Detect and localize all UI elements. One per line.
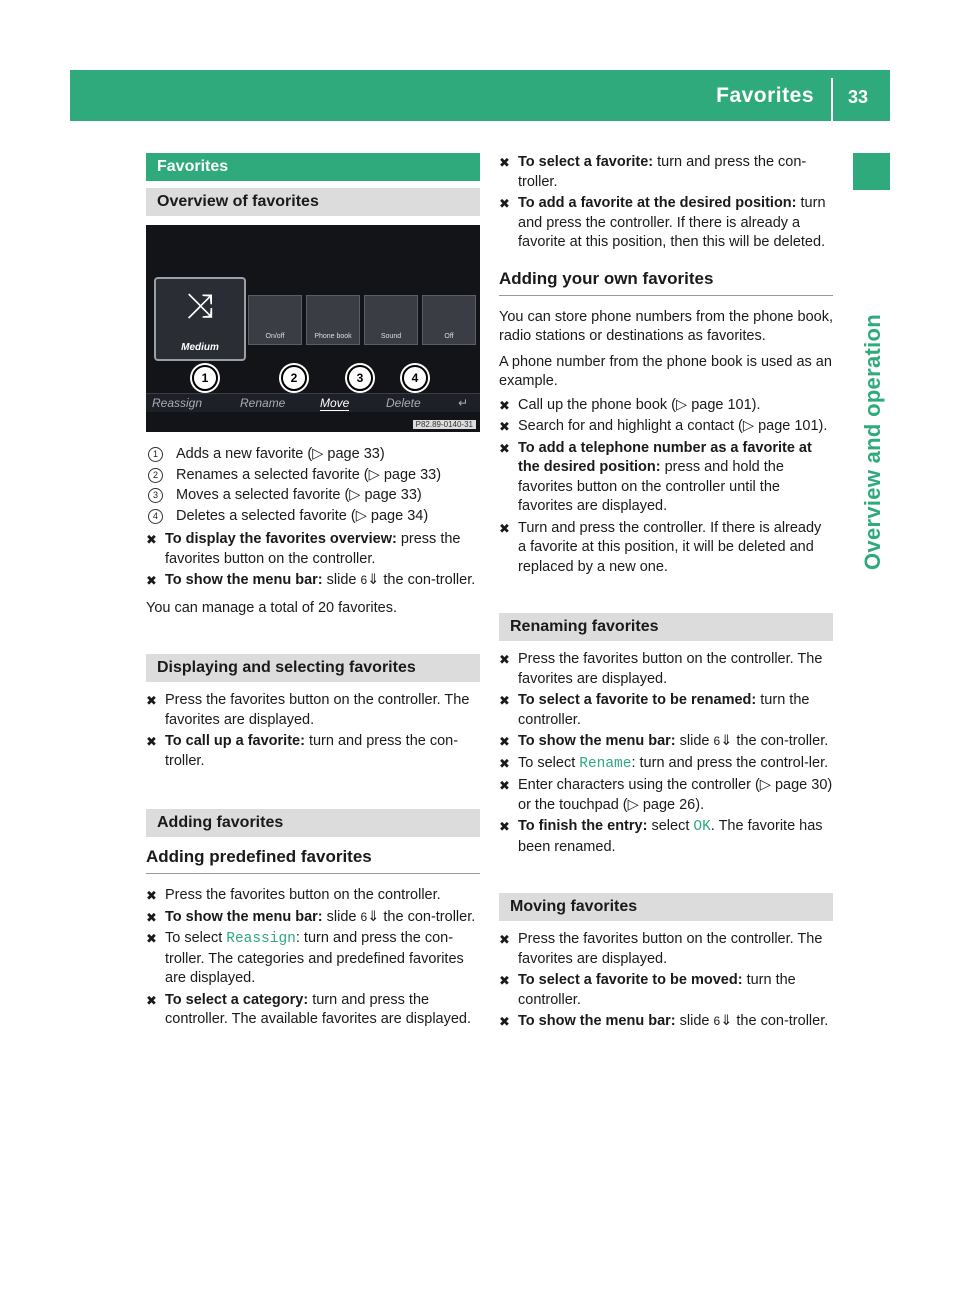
step-item: ✖ To select a category: turn and press the controller. The available favorites are displayed. [146,991,472,1027]
step-item: ✖ To finish the entry: select OK. The favorite has been renamed. [499,818,823,855]
callout-4: 4 [402,365,428,391]
tile-sound: Sound [364,295,418,345]
legend-item: 4 Deletes a selected favorite (▷ page 34) [146,506,480,527]
controller-slide-icon: 6 [713,1014,721,1028]
legend-item: 2 Renames a selected favorite (▷ page 33) [146,465,480,486]
menu-rename: Rename [240,396,286,410]
step-item: ✖ To add a favorite at the desired position: turn and press the controller. If there is already a favorite at this position, then this will be deleted. [499,195,826,250]
page-ref-icon: ▷ [355,507,367,524]
step-arrow-icon: ✖ [146,931,157,946]
step-arrow-icon: ✖ [146,532,157,547]
step-item: ✖ Press the favorites button on the controller. The favorites are displayed. [499,651,823,687]
side-tab-marker [853,153,890,190]
tile-phone-book: Phone book [306,295,360,345]
tile-on-off: On/off [248,295,302,345]
step-arrow-icon: ✖ [146,992,157,1008]
step-arrow-icon: ✖ [499,973,510,988]
back-icon: ↵ [458,396,469,410]
displaying-heading: Displaying and selecting favorites [146,654,480,682]
step-arrow-icon: ✖ [499,819,510,834]
step-item: ✖ To select a favorite: turn and press the con-troller. [499,154,807,190]
callout-2: 2 [281,365,307,391]
slide-down-icon: ⇓ [367,908,380,925]
step-arrow-icon: ✖ [499,196,510,211]
reassign-keyword: Reassign [226,931,296,947]
header-bar [70,70,890,121]
medium-tile-label: Medium [181,342,219,353]
step-item: ✖ Enter characters using the controller (▷ page 30) or the touchpad (▷ page 26). [499,777,833,813]
legend-list [146,444,480,526]
menu-move: Move [320,396,350,410]
callout-1: 1 [192,365,218,391]
own-favorites-subheading: Adding your own favorites [499,269,833,296]
step-arrow-icon: ✖ [499,419,510,434]
step-arrow-icon: ✖ [499,652,510,667]
step-item: ✖ To show the menu bar: slide 6⇓ the con-troller. [499,1012,833,1032]
step-item: ✖ Search for and highlight a contact (▷ page 101). [499,417,833,437]
step-arrow-icon: ✖ [146,888,157,903]
overview-heading: Overview of favorites [146,188,480,216]
step-arrow-icon: ✖ [499,397,510,413]
adding-heading: Adding favorites [146,809,480,837]
step-item: ✖ To show the menu bar: slide 6⇓ the con-troller. [146,571,480,591]
step-arrow-icon: ✖ [499,440,510,456]
page-ref-icon: ▷ [349,487,361,503]
section-title: Favorites [146,153,480,181]
step-arrow-icon: ✖ [499,693,510,708]
figure-code: P82.89-0140-31 [413,420,476,429]
slide-down-icon: ⇓ [367,572,380,588]
favorites-screen-figure [146,225,480,432]
step-arrow-icon: ✖ [146,909,157,925]
legend-item: 3 Moves a selected favorite (▷ page 33) [146,485,480,506]
own-intro-text: You can store phone numbers from the phone book, radio stations or destinations as favorites. [499,308,833,344]
ok-keyword: OK [693,819,711,835]
own-example-text: A phone number from the phone book is used as an example. [499,353,832,389]
step-item: ✖ Press the favorites button on the controller. The favorites are displayed. [499,931,823,967]
note-text: You can manage a total of 20 favorites. [146,599,397,616]
step-item: ✖ To display the favorites overview: press the favorites button on the controller. [146,531,461,567]
controller-slide-icon: 6 [713,734,721,748]
step-arrow-icon: ✖ [146,573,157,588]
step-item: ✖ To show the menu bar: slide 6⇓ the con-troller. [499,732,833,752]
page-ref-icon: ▷ [312,446,324,462]
step-arrow-icon: ✖ [499,932,510,947]
rename-keyword: Rename [579,755,632,772]
page-ref-icon: ▷ [742,418,755,434]
menu-delete: Delete [386,396,421,410]
page-ref-icon: ▷ [676,396,688,413]
step-item: ✖ To select a favorite to be moved: turn the controller. [499,972,796,1008]
step-arrow-icon: ✖ [499,520,510,536]
moving-heading: Moving favorites [499,893,833,921]
step-item: ✖ Press the favorites button on the controller. [146,886,480,906]
header-separator [831,78,833,121]
step-arrow-icon: ✖ [146,734,157,749]
callout-3: 3 [347,365,373,391]
page-ref-icon: ▷ [759,777,771,793]
page-ref-icon: ▷ [627,796,639,813]
page-number: 33 [848,87,869,107]
step-item: ✖ To select a favorite to be renamed: turn the controller. [499,692,810,728]
step-arrow-icon: ✖ [499,755,510,771]
menu-reassign: Reassign [152,396,203,410]
renaming-heading: Renaming favorites [499,613,833,641]
header-title: Favorites [716,84,814,107]
predefined-subheading: Adding predefined favorites [146,847,480,874]
left-column [146,153,480,1032]
step-arrow-icon: ✖ [499,778,510,793]
step-item: ✖ Turn and press the controller. If there is already a favorite at this position, it will be deleted and replaced by a new one. [499,519,822,575]
step-arrow-icon: ✖ [499,1014,510,1029]
legend-item: 1 Adds a new favorite (▷ page 33) [146,444,480,465]
medium-tile [154,277,246,361]
step-item: ✖ To show the menu bar: slide 6⇓ the con-troller. [146,908,480,928]
step-item: ✖ Press the favorites button on the controller. The favorites are displayed. [146,692,470,728]
step-item: ✖ To add a telephone number as a favorite at the desired position: press and hold the favorites button on the controller until the favorites are displayed. [499,439,812,514]
step-arrow-icon: ✖ [499,734,510,749]
step-arrow-icon: ✖ [146,693,157,708]
right-column [499,153,833,1034]
shuffle-icon: ⤨ [186,287,214,325]
slide-down-icon: ⇓ [720,1013,733,1029]
step-item: ✖ To select Reassign: turn and press the con-troller. The categories and predefined favorites are displayed. [146,930,464,986]
controller-slide-icon: 6 [360,573,368,587]
figure-menu-bar [146,393,480,412]
step-item: ✖ Call up the phone book (▷ page 101). [499,396,833,416]
slide-down-icon: ⇓ [720,733,733,749]
step-arrow-icon: ✖ [499,155,510,170]
controller-slide-icon: 6 [360,909,368,924]
tile-off: Off [422,295,476,345]
step-item: ✖ To call up a favorite: turn and press the con-troller. [146,733,459,769]
step-item: ✖ To select Rename: turn and press the control-ler. [499,754,829,772]
page-ref-icon: ▷ [368,466,380,483]
side-tab-label: Overview and operation [860,313,885,570]
